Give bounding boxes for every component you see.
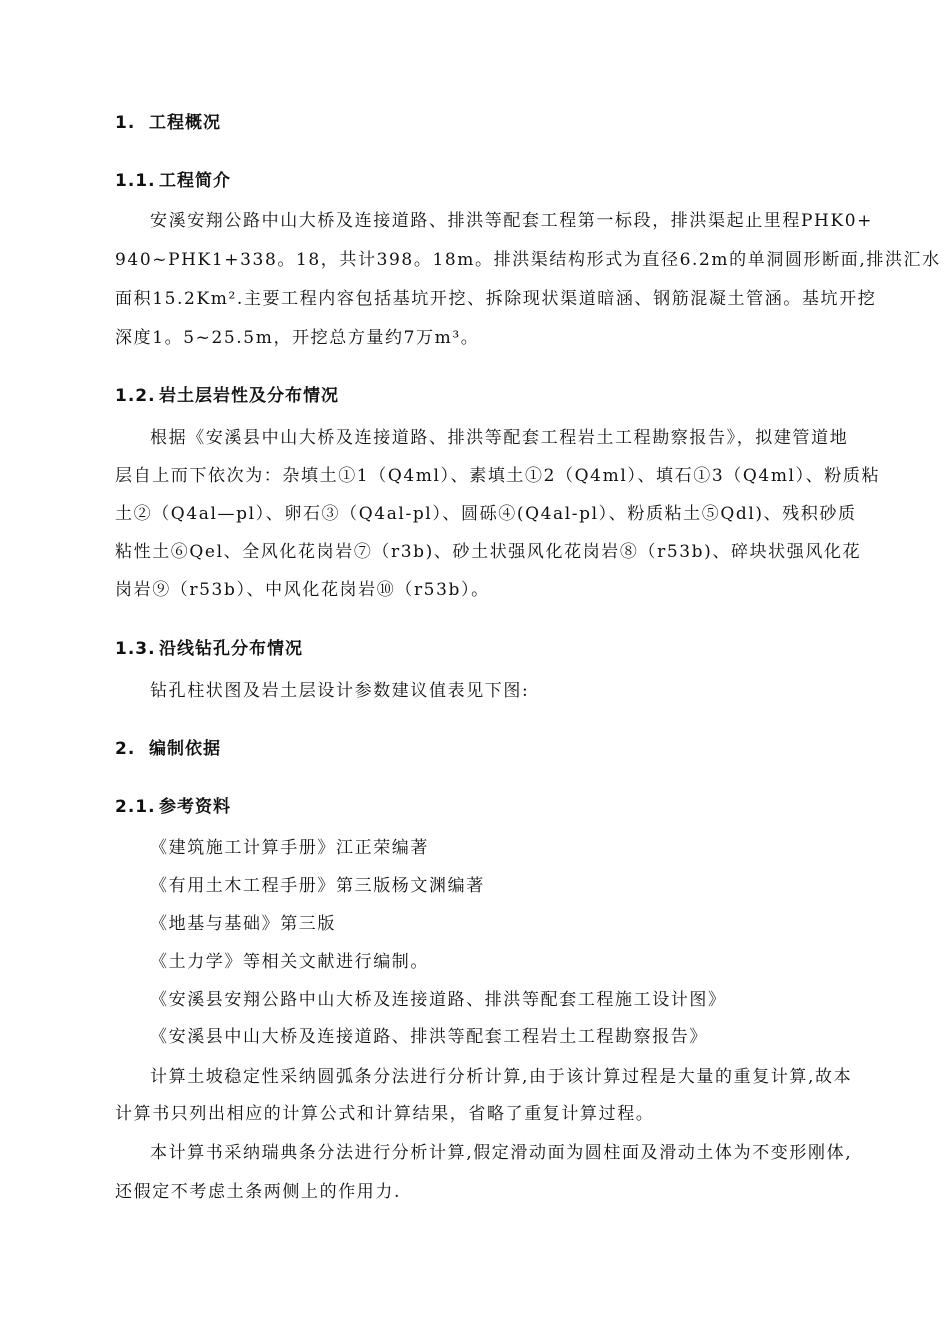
section-heading-2-1 [115,792,231,817]
section-title: 工程简介 [159,171,231,191]
intro-line-2: 940~PHK1+338。18，共计398。18m。排洪渠结构形式为直径6.2m的单洞圆形断面,排洪汇水 [115,250,941,270]
section-heading-2 [115,734,221,759]
section-number: 1. [115,113,136,133]
borehole-text: 钻孔柱状图及岩土层设计参数建议值表见下图: [150,681,530,701]
reference-item: 《有用土木工程手册》第三版杨文渊编著 [150,876,485,896]
section-heading-1-3 [115,634,303,659]
reference-item: 《地基与基础》第三版 [150,914,336,934]
assumption-line-2: 还假定不考虑土条两侧上的作用力. [115,1182,402,1202]
intro-line-1: 安溪安翔公路中山大桥及连接道路、排洪等配套工程第一标段，排洪渠起止里程PHK0+ [150,211,874,231]
section-title: 岩土层岩性及分布情况 [159,386,339,406]
section-title: 参考资料 [159,797,231,817]
intro-line-4: 深度1。5~25.5m，开挖总方量约7万m³。 [115,328,480,348]
reference-item: 《土力学》等相关文献进行编制。 [150,952,429,972]
assumption-line-1: 本计算书采纳瑞典条分法进行分析计算,假定滑动面为圆柱面及滑动土体为不变形刚体, [150,1143,853,1163]
section-number: 2. [115,739,136,759]
section-title: 沿线钻孔分布情况 [159,639,303,659]
method-line-1: 计算土坡稳定性采纳圆弧条分法进行分析计算,由于该计算过程是大量的重复计算,故本 [150,1067,853,1087]
section-title: 工程概况 [149,113,221,133]
strata-line-2: 层自上而下依次为：杂填土①1（Q4ml）、素填土①2（Q4ml）、填石①3（Q4ml）、粉质粘 [115,466,881,486]
section-number: 2.1. [115,797,156,817]
reference-item: 《建筑施工计算手册》江正荣编著 [150,838,429,858]
section-number: 1.2. [115,386,156,406]
section-heading-1 [115,108,221,133]
section-heading-1-1 [115,166,231,191]
section-title: 编制依据 [149,739,221,759]
strata-line-3: 土②（Q4al—pl）、卵石③（Q4al-pl）、圆砾④(Q4al-pl）、粉质粘土⑤Qdl)、残积砂质 [115,504,857,524]
section-number: 1.3. [115,639,156,659]
method-line-2: 计算书只列出相应的计算公式和计算结果，省略了重复计算过程。 [115,1104,655,1124]
strata-line-5: 岗岩⑨（r53b）、中风化花岗岩⑩（r53b）。 [115,580,490,600]
reference-item: 《安溪县安翔公路中山大桥及连接道路、排洪等配套工程施工设计图》 [150,990,727,1010]
section-heading-1-2 [115,381,339,406]
section-number: 1.1. [115,171,156,191]
strata-line-1: 根据《安溪县中山大桥及连接道路、排洪等配套工程岩土工程勘察报告》，拟建管道地 [150,428,849,448]
intro-line-3: 面积15.2Km².主要工程内容包括基坑开挖、拆除现状渠道暗涵、钢筋混凝土管涵。基坑开挖 [115,289,877,309]
strata-line-4: 粘性土⑥Qel、全风化花岗岩⑦（r3b)、砂土状强风化花岗岩⑧（r53b)、碎块状强风化花 [115,542,862,562]
reference-item: 《安溪县中山大桥及连接道路、排洪等配套工程岩土工程勘察报告》 [150,1027,708,1047]
